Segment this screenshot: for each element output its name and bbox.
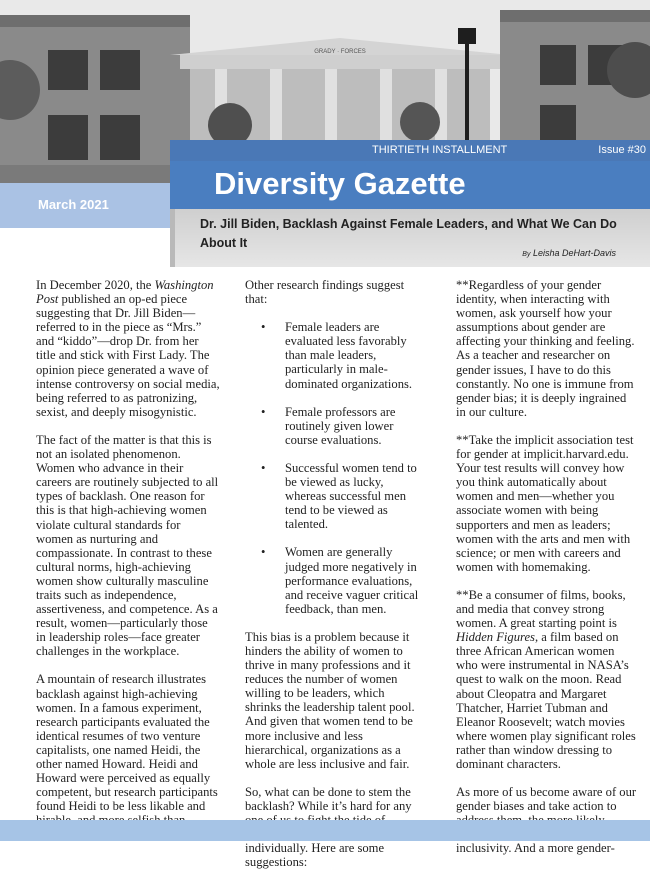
- list-item: • Women are generally judged more negatively in performance evaluations, and receive vaguer critical feedback, than men.: [285, 545, 423, 615]
- paragraph: Other research findings suggest that:: [245, 278, 405, 307]
- list-item: • Female leaders are evaluated less favorably than male leaders, particularly in male-dominated organizations.: [285, 320, 423, 390]
- paragraph: This bias is a problem because it hinders the ability of women to thrive in many professions and it reduces the number of women willing to be leaders, which shrinks the leadership talent pool. And given that women tend to be more inclusive and less hierarchical, organizations as a whole are less inclusive and fair.: [245, 629, 415, 771]
- paragraph: As more of us become aware of our gender biases and take action to inclusivity. And a more gender-: [456, 785, 637, 856]
- installment-label: THIRTIETH INSTALLMENT: [372, 144, 508, 156]
- film-title: Hidden Figures: [456, 630, 535, 645]
- list-item: • Female professors are routinely given lower course evaluations.: [285, 405, 423, 447]
- byline-prefix: By: [522, 251, 531, 258]
- author-name: Leisha DeHart-Davis: [532, 248, 616, 258]
- building-inscription: GRADY · FORCES: [314, 49, 366, 55]
- findings-list: [245, 320, 423, 616]
- paragraph: A mountain of research illustrates backlash against high-achieving women. In a famous experiment, research participants evaluated the identical resumes of two venture capitalists, one named Heidi, the other named Howard. Heidi and Howard were perceived as equally competent, but research participants found Heidi to be less likable and: [36, 672, 218, 814]
- date-box: [0, 183, 170, 228]
- issue-number: Issue #30: [598, 144, 646, 156]
- footer-bar: [0, 820, 650, 841]
- article-column-1: [36, 278, 220, 856]
- article-column-3: [456, 278, 638, 870]
- byline: [522, 248, 616, 258]
- paragraph: In December 2020, the Washington Post published an op-ed piece suggesting that Dr. Jill Biden—referred to in the piece as “Mrs.” and “kiddo”—drop Dr. from her title and stick with First Lady. The opinion piece generated a wave of intense controversy on social media, being referred to as patronizing, sexist, and deeply misogynistic.: [36, 278, 220, 419]
- paragraph: **Regardless of your gender identity, when interacting with women, ask yourself how your assumptions about gender are affecting your thinking and feeling. As a teacher and researcher on gender issues, I have to do this constantly. No one is immune from gender bias; it is deeply ingrained in our culture.: [456, 278, 635, 419]
- paragraph: The fact of the matter is that this is not an isolated phenomenon. Women who advance in their careers are routinely subjected to all types of backlash. One reason for this is that high-achieving women violate cultural standards for women as nurturing and compassionate. In contrast to these cultural norms, high-achieving women show culturally masculine traits such as independence, assertiveness, and competence. As a result, women—particularly those in leadership roles—face greater challenges in the workplace.: [36, 432, 219, 659]
- paragraph: **Be a consumer of films, books, and media that convey strong women. A great starting point is Hidden Figures, a film based on three African American women who were instrumental in NASA’s quest to walk on the moon. Read about Cleopatra and Margaret Thatcher, Harriet Tubman and Eleanor Roosevelt; watch movies where women play significant roles rather than window dressing to dominant characters.: [456, 587, 636, 771]
- title-bar: [170, 161, 650, 209]
- article-column-2: [245, 278, 423, 883]
- installment-band: [170, 140, 650, 161]
- paragraph: **Take the implicit association test for gender at implicit.harvard.edu. Your test results will convey how you think automatically about women and men—whether you associate women with being supporters and men as leaders; women with the arts and men with science; or men with careers and women with homemaking.: [456, 432, 634, 574]
- publication-name: Washington Post: [36, 278, 214, 307]
- paragraph: So, what can be done to stem the backlash? While it’s hard for any individually. Here are some suggestions:: [245, 784, 412, 870]
- issue-date: March 2021: [38, 197, 109, 212]
- list-item: • Successful women tend to be viewed as lucky, whereas successful men tend to be viewed as talented.: [285, 461, 423, 531]
- article-headline: Dr. Jill Biden, Backlash Against Female Leaders, and What We Can Do About It: [200, 217, 617, 250]
- newsletter-title: Diversity Gazette: [214, 166, 466, 201]
